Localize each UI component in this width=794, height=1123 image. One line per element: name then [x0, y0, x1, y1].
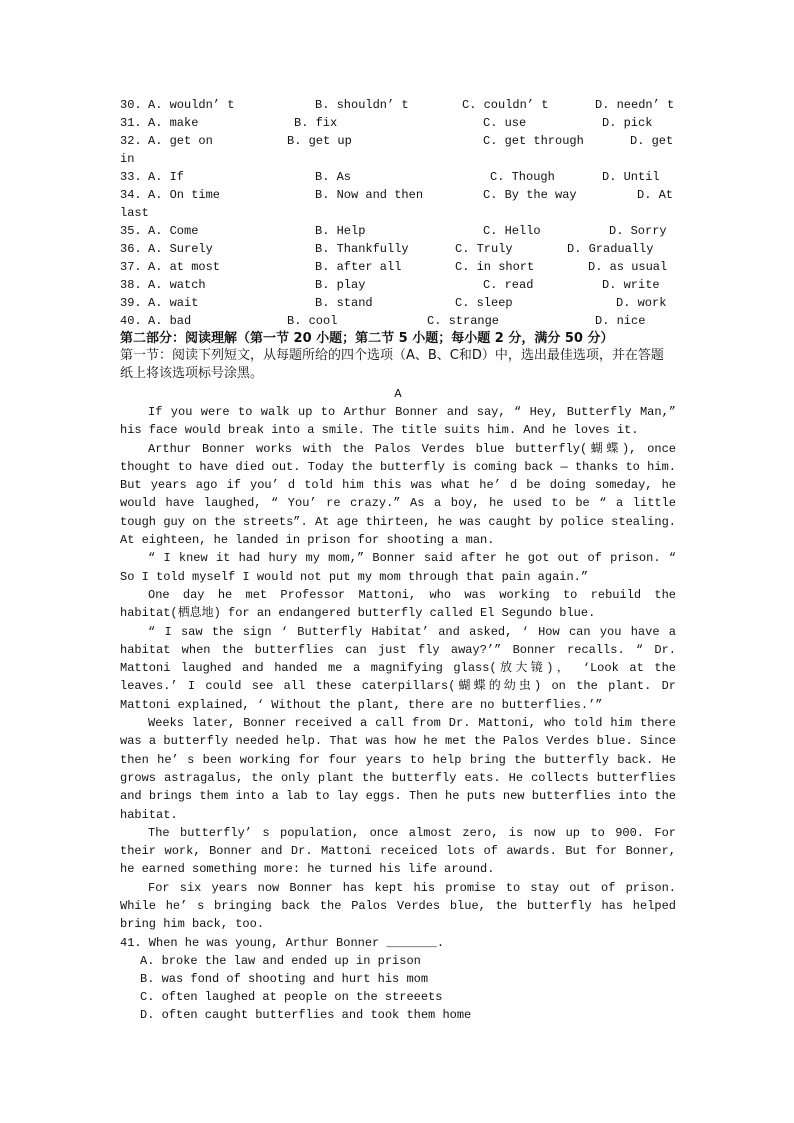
option-c: C. sleep	[455, 296, 513, 310]
option-d: D. pick	[602, 116, 653, 130]
option-row-33	[120, 168, 676, 186]
paragraph: “ I knew it had hury my mom,” Bonner said after he got out of prison. “ So I told myself I would not put my mom through that pain again.”	[120, 551, 676, 584]
option-a: A. On time	[148, 188, 221, 202]
question-number: 37.	[120, 260, 142, 274]
paragraph: Weeks later, Bonner received a call from Dr. Mattoni, who told him there was a butterfly needed help. That was how he met the Palos Verdes blue. Since then he’ s been working for four years to help bring the butterfly back. He grows astragalus, the only plant the butterfly eats. He collects butterflies and brings them into a lab to lay eggs. Then he puts new butterflies into the habitat.	[120, 716, 676, 822]
option-d: D. Until	[602, 170, 660, 184]
option-a: A. Come	[148, 224, 199, 238]
question-number: 31.	[120, 116, 142, 130]
option-d: D. get	[630, 134, 674, 148]
option-b: B. Now and then	[315, 188, 424, 202]
option-c: C. Though	[490, 170, 555, 184]
option-d: D. work	[616, 296, 667, 310]
option-d: D. as usual	[588, 260, 668, 274]
option-d: D. Sorry	[609, 224, 667, 238]
paragraph: If you were to walk up to Arthur Bonner and say, “ Hey, Butterfly Man,” his face would break into a smile. The title suits him. And he loves it.	[120, 405, 676, 438]
option-d: D. At	[637, 188, 674, 202]
question-number: 39.	[120, 296, 142, 310]
option-a: A. wouldn’ t	[148, 98, 235, 112]
choice-c: C. often laughed at people on the streeets	[140, 989, 443, 1004]
option-d-wrap: last	[120, 206, 149, 220]
option-a: A. at most	[148, 260, 221, 274]
choice-d: D. often caught butterflies and took them home	[140, 1007, 472, 1022]
option-row-32	[120, 132, 676, 150]
option-c: C. By the way	[483, 188, 577, 202]
option-d-wrap: in	[120, 152, 135, 166]
option-a: A. make	[148, 116, 199, 130]
question-41	[120, 934, 676, 1024]
option-a: A. If	[148, 170, 185, 184]
choice-b: B. was fond of shooting and hurt his mom	[140, 971, 429, 986]
paragraph: One day he met Professor Mattoni, who was working to rebuild the habitat(栖息地) for an endangered butterfly called El Segundo blue.	[120, 587, 676, 621]
option-c: C. couldn’ t	[462, 98, 549, 112]
section-one-instruction: 第一节：阅读下列短文，从每题所给的四个选项（A、B、C和D）中，选出最佳选项，并在答题纸上将该选项标号涂黑。	[120, 348, 664, 381]
passage-body	[120, 403, 676, 934]
option-row-37	[120, 258, 676, 276]
option-a: A. wait	[148, 296, 199, 310]
option-row-35	[120, 222, 676, 240]
question-number: 38.	[120, 278, 142, 292]
paragraph: Arthur Bonner works with the Palos Verdes blue butterfly(蝴蝶), once thought to have died out. Today the butterfly is coming back — thanks to him. But years ago if you’ d told him this was what he’ d be doing someday, he would have laughed, “ You’ re crazy.” As a boy, he used to be “ a little tough guy on the streets”. At age thirteen, he was caught by police stealing. At eighteen, he landed in prison for shooting a man.	[120, 441, 676, 548]
option-row-34	[120, 186, 676, 204]
option-row-38	[120, 276, 676, 294]
question-number: 33.	[120, 170, 142, 184]
option-a: A. bad	[148, 314, 192, 328]
exam-page	[120, 96, 676, 1024]
option-row-30	[120, 96, 676, 114]
option-c: C. in short	[455, 260, 535, 274]
option-c: C. use	[483, 116, 527, 130]
paragraph: For six years now Bonner has kept his promise to stay out of prison. While he’ s bringing back the Palos Verdes blue, the butterfly has helped bring him back, too.	[120, 880, 676, 932]
option-b: B. Thankfully	[315, 242, 409, 256]
option-b: B. get up	[287, 134, 352, 148]
option-row-31	[120, 114, 676, 132]
paragraph: “ I saw the sign ‘ Butterfly Habitat’ and asked, ‘ How can you have a habitat when the butterflies can just fly away?’” Bonner recalls. “ Dr. Mattoni laughed and handed me a magnifying glass(放大镜)， ‘Look at the leaves.’ I could see all these caterpillars(蝴蝶的幼虫) on the plant. Dr Mattoni explained, ‘ Without the plant, there are no butterflies.’”	[120, 624, 676, 712]
option-c: C. strange	[427, 314, 500, 328]
question-number: 40.	[120, 314, 142, 328]
option-a: A. watch	[148, 278, 206, 292]
option-c: C. read	[483, 278, 534, 292]
option-a: A. Surely	[148, 242, 213, 256]
question-number: 30.	[120, 98, 142, 112]
option-d: D. Gradually	[567, 242, 654, 256]
question-number: 35.	[120, 224, 142, 238]
option-row-36	[120, 240, 676, 258]
paragraph: The butterfly’ s population, once almost zero, is now up to 900. For their work, Bonner and Dr. Mattoni receiced lots of awards. But for Bonner, he earned something more: he turned his life around.	[120, 825, 676, 877]
option-b: B. after all	[315, 260, 402, 274]
question-stem: 41. When he was young, Arthur Bonner _______.	[120, 935, 445, 950]
option-row-40	[120, 312, 676, 330]
choice-a: A. broke the law and ended up in prison	[140, 953, 421, 968]
option-d: D. write	[602, 278, 660, 292]
option-b: B. stand	[315, 296, 373, 310]
option-b: B. cool	[287, 314, 338, 328]
option-b: B. play	[315, 278, 366, 292]
option-d: D. needn’ t	[595, 98, 675, 112]
option-b: B. As	[315, 170, 352, 184]
option-d: D. nice	[595, 314, 646, 328]
question-number: 34.	[120, 188, 142, 202]
passage-label: A	[394, 387, 402, 401]
option-c: C. Hello	[483, 224, 541, 238]
option-b: B. Help	[315, 224, 366, 238]
question-number: 32.	[120, 134, 142, 148]
option-row-39	[120, 294, 676, 312]
cloze-options	[120, 96, 676, 330]
option-b: B. fix	[294, 116, 338, 130]
option-b: B. shouldn’ t	[315, 98, 409, 112]
option-a: A. get on	[148, 134, 213, 148]
option-c: C. Truly	[455, 242, 513, 256]
question-number: 36.	[120, 242, 142, 256]
option-c: C. get through	[483, 134, 584, 148]
part-two-heading: 第二部分：阅读理解（第一节 20 小题；第二节 5 小题；每小题 2 分，满分 50 分）	[120, 331, 614, 346]
